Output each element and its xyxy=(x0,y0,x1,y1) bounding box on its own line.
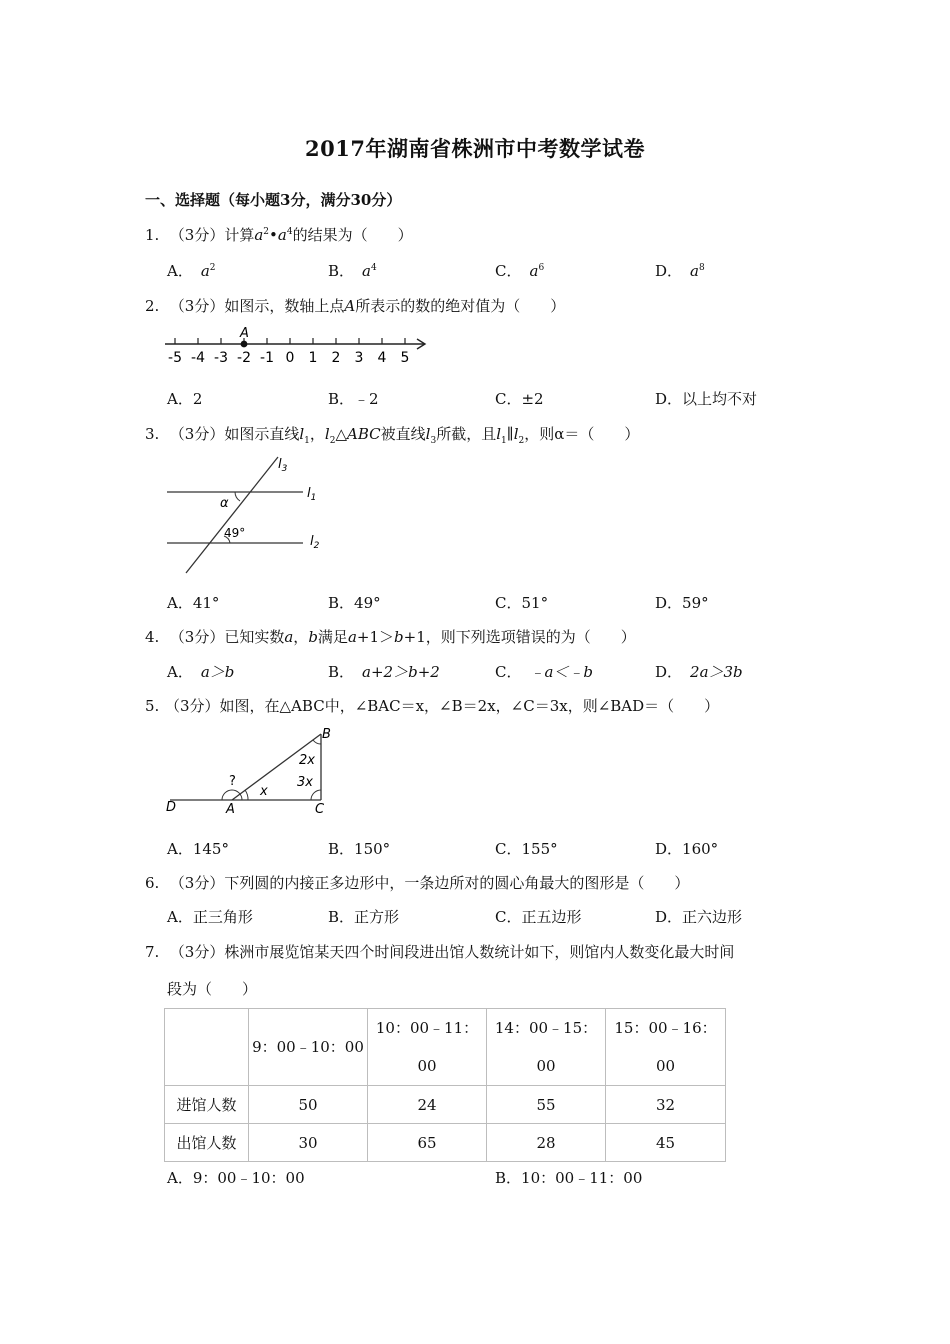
table-cell: 30 xyxy=(249,1124,368,1162)
q4-option-a xyxy=(167,662,234,682)
q6-option-c: C．正五边形 xyxy=(495,908,582,926)
q3-text: 被直线 xyxy=(380,425,426,443)
row-label: 进馆人数 xyxy=(165,1086,249,1124)
q6-option-b: B．正方形 xyxy=(328,908,400,926)
question-1 xyxy=(145,225,413,245)
q3-option-b: B．49° xyxy=(328,594,381,612)
q5-option-c: C．155° xyxy=(495,840,558,858)
q3-tri: △ xyxy=(335,425,347,443)
q3-abc: ABC xyxy=(347,425,381,443)
q7-text-line1: 株洲市展览馆某天四个时间段进出馆人数统计如下，则馆内人数变化最大时间 xyxy=(224,943,735,961)
q1-option-a xyxy=(167,261,216,281)
option-text: 2a＞3b xyxy=(690,663,743,681)
q4-option-b xyxy=(328,662,440,682)
q3-text: 所截，且 xyxy=(436,425,497,443)
table-row xyxy=(165,1124,726,1162)
triangle-figure xyxy=(160,722,340,818)
question-7 xyxy=(145,942,734,962)
header-line: 00 xyxy=(417,1057,437,1075)
axis-tick-label: 4 xyxy=(377,350,387,366)
axis-tick-label: -4 xyxy=(191,350,205,366)
question-number: 4. xyxy=(145,628,160,646)
q3-parallel: ∥ xyxy=(506,425,514,443)
q2-option-a: A．2 xyxy=(167,390,203,408)
q3-text: 如图示直线 xyxy=(224,425,300,443)
table-cell: 45 xyxy=(606,1124,726,1162)
l1-label-sub: 1 xyxy=(310,493,317,503)
q4-text: 满足 xyxy=(317,628,348,646)
table-header-cell xyxy=(487,1009,606,1086)
l3-label-base: l xyxy=(278,457,282,472)
q3-comma: ， xyxy=(309,425,325,443)
question-number: 7. xyxy=(145,943,160,961)
line-l3 xyxy=(186,457,278,573)
alpha-label: α xyxy=(220,496,229,511)
q4-comma: ， xyxy=(293,628,309,646)
q6-text: 下列圆的内接正多边形中，一条边所对的圆心角最大的图形是（ ） xyxy=(224,874,690,892)
section-heading: 一、选择题（每小题3分，满分30分） xyxy=(145,191,402,209)
q3-sub: 3 xyxy=(430,436,437,446)
angle-bac-arc xyxy=(245,790,248,800)
q1-text-post: 的结果为（ ） xyxy=(292,226,413,244)
q4-option-d xyxy=(655,662,743,682)
l2-label-base: l xyxy=(310,534,314,549)
question-number: 1. xyxy=(145,226,160,244)
angle-3x-label: 3x xyxy=(297,775,313,790)
table-cell: 28 xyxy=(487,1124,606,1162)
l3-label-sub: 3 xyxy=(281,464,288,474)
table-row xyxy=(165,1086,726,1124)
table-cell: 24 xyxy=(368,1086,487,1124)
q3-sub: 1 xyxy=(501,436,507,446)
vertex-d-label: D xyxy=(166,800,177,815)
option-base: a xyxy=(690,262,699,280)
q3-option-d: D．59° xyxy=(655,594,709,612)
q6-option-a: A．正三角形 xyxy=(167,908,253,926)
l2-label-sub: 2 xyxy=(313,541,320,551)
option-exp: 8 xyxy=(698,263,705,273)
header-line: 14：00﹣15： xyxy=(494,1019,598,1037)
q3-option-c: C．51° xyxy=(495,594,549,612)
question-number: 6. xyxy=(145,874,160,892)
q2-text-post: 所表示的数的绝对值为（ ） xyxy=(355,297,566,315)
option-base: a xyxy=(529,262,539,280)
q4-option-c xyxy=(495,662,593,682)
q1-option-d xyxy=(655,261,705,281)
axis-tick-label: 3 xyxy=(354,350,364,366)
q1-var-a: a xyxy=(254,226,264,244)
option-text: a＞b xyxy=(200,663,235,681)
question-score: （3分） xyxy=(169,226,225,244)
table-cell: 32 xyxy=(606,1086,726,1124)
q3-l: l xyxy=(496,425,502,443)
option-letter: D． xyxy=(655,663,683,681)
question-score: （3分） xyxy=(169,943,225,961)
unknown-angle-label: ? xyxy=(229,774,236,789)
axis-tick-label: 1 xyxy=(308,350,318,366)
q4-var-a: a xyxy=(284,628,294,646)
q2-option-b: B．﹣2 xyxy=(328,390,379,408)
alpha-arc xyxy=(235,492,240,501)
header-line: 15：00﹣16： xyxy=(614,1019,717,1037)
table-header-row xyxy=(165,1009,726,1086)
question-number: 2. xyxy=(145,297,160,315)
q3-sub: 2 xyxy=(518,436,525,446)
number-line-figure xyxy=(160,325,435,370)
q3-l: l xyxy=(299,425,305,443)
axis-tick-label: -5 xyxy=(168,350,182,366)
table-header-empty xyxy=(165,1009,249,1086)
q5-option-b: B．150° xyxy=(328,840,391,858)
question-score: （3分） xyxy=(169,628,225,646)
question-score: （3分） xyxy=(169,297,225,315)
q3-option-a: A．41° xyxy=(167,594,220,612)
q1-text-pre: 计算 xyxy=(224,226,255,244)
page-title: 2017年湖南省株洲市中考数学试卷 xyxy=(305,136,645,161)
option-letter: B． xyxy=(328,663,355,681)
q3-l: l xyxy=(513,425,519,443)
axis-tick-label: 5 xyxy=(400,350,410,366)
l3-label xyxy=(278,457,288,474)
angle-b-arc xyxy=(313,740,321,744)
q4-cond-a: a xyxy=(347,628,357,646)
q7-option-b: B．10：00﹣11：00 xyxy=(495,1169,643,1187)
q1-var-a2: a xyxy=(277,226,287,244)
q1-option-b xyxy=(328,261,377,281)
l2-label xyxy=(310,534,320,551)
table-header-cell xyxy=(249,1009,368,1086)
axis-tick-label: -2 xyxy=(237,350,251,366)
question-6 xyxy=(145,873,689,893)
q4-cond-mid: +1＞ xyxy=(356,628,395,646)
option-letter: C． xyxy=(495,262,522,280)
table-header-cell xyxy=(606,1009,726,1086)
angle-2x-label: 2x xyxy=(299,753,315,768)
q5-option-a: A．145° xyxy=(167,840,229,858)
table-cell: 50 xyxy=(249,1086,368,1124)
vertex-c-label: C xyxy=(315,802,325,817)
vertex-b-label: B xyxy=(322,727,331,742)
q3-l: l xyxy=(425,425,431,443)
vertex-a-label: A xyxy=(226,802,235,817)
option-exp: 4 xyxy=(370,263,377,273)
point-a-label: A xyxy=(240,326,249,341)
option-exp: 6 xyxy=(538,263,545,273)
option-letter: B． xyxy=(328,262,355,280)
question-number: 3. xyxy=(145,425,160,443)
q4-cond-b: b xyxy=(394,628,404,646)
point-a-marker xyxy=(241,341,248,348)
option-letter: A． xyxy=(167,262,193,280)
question-2 xyxy=(145,296,565,316)
q4-cond-end: +1 xyxy=(403,628,426,646)
question-score: （3分） xyxy=(169,874,225,892)
q2-point: A xyxy=(344,297,356,315)
table-cell: 65 xyxy=(368,1124,487,1162)
option-exp: 2 xyxy=(209,263,216,273)
q4-text: 已知实数 xyxy=(224,628,285,646)
axis-tick-label: 2 xyxy=(331,350,341,366)
option-text: a+2＞b+2 xyxy=(362,663,440,681)
question-number: 5. xyxy=(145,697,160,715)
table-header-cell xyxy=(368,1009,487,1086)
q3-sub: 1 xyxy=(304,436,310,446)
q5-text: 如图，在△ABC中，∠BAC＝x，∠B＝2x，∠C＝3x，则∠BAD＝（ ） xyxy=(219,697,720,715)
header-line: 00 xyxy=(536,1057,556,1075)
q7-text-line2: 段为（ ） xyxy=(167,980,258,998)
angle-x-label: x xyxy=(260,784,268,799)
l1-label xyxy=(307,486,316,503)
q1-dot: • xyxy=(269,226,278,244)
q1-exp2: 4 xyxy=(286,227,293,237)
q2-option-c: C．±2 xyxy=(495,390,544,408)
axis-tick-label: -1 xyxy=(260,350,274,366)
angle-49-label: 49° xyxy=(224,526,246,540)
q7-option-a: A．9：00﹣10：00 xyxy=(167,1169,305,1187)
question-3 xyxy=(145,424,639,444)
option-letter: A． xyxy=(167,663,193,681)
angle-c-arc xyxy=(311,790,321,800)
header-line: 00 xyxy=(655,1057,676,1075)
header-line: 10：00﹣11： xyxy=(375,1019,479,1037)
visitor-table xyxy=(164,1008,726,1162)
parallel-lines-figure xyxy=(160,452,330,578)
option-letter: D． xyxy=(655,262,683,280)
q3-sub: 2 xyxy=(329,436,336,446)
q4-text: ，则下列选项错误的为（ ） xyxy=(425,628,636,646)
q1-option-c xyxy=(495,261,544,281)
header-line: 9：00﹣10：00 xyxy=(252,1038,364,1056)
option-letter: C． xyxy=(495,663,522,681)
option-base: a xyxy=(362,262,371,280)
axis-tick-label: -3 xyxy=(214,350,228,366)
q3-l: l xyxy=(324,425,330,443)
q1-exp1: 2 xyxy=(263,227,270,237)
q5-option-d: D．160° xyxy=(655,840,719,858)
q6-option-d: D．正六边形 xyxy=(655,908,743,926)
q3-text: ，则α＝（ ） xyxy=(524,425,640,443)
question-4 xyxy=(145,627,636,647)
question-5 xyxy=(145,696,719,716)
l1-label-base: l xyxy=(307,486,311,501)
q2-option-d: D．以上均不对 xyxy=(655,390,758,408)
option-text: ﹣a＜﹣b xyxy=(529,663,594,681)
table-cell: 55 xyxy=(487,1086,606,1124)
row-label: 出馆人数 xyxy=(165,1124,249,1162)
q2-text-pre: 如图示，数轴上点 xyxy=(224,297,345,315)
axis-tick-label: 0 xyxy=(285,350,295,366)
q4-var-b: b xyxy=(308,628,318,646)
question-score: （3分） xyxy=(169,425,225,443)
option-base: a xyxy=(200,262,210,280)
question-score: （3分） xyxy=(165,697,220,715)
